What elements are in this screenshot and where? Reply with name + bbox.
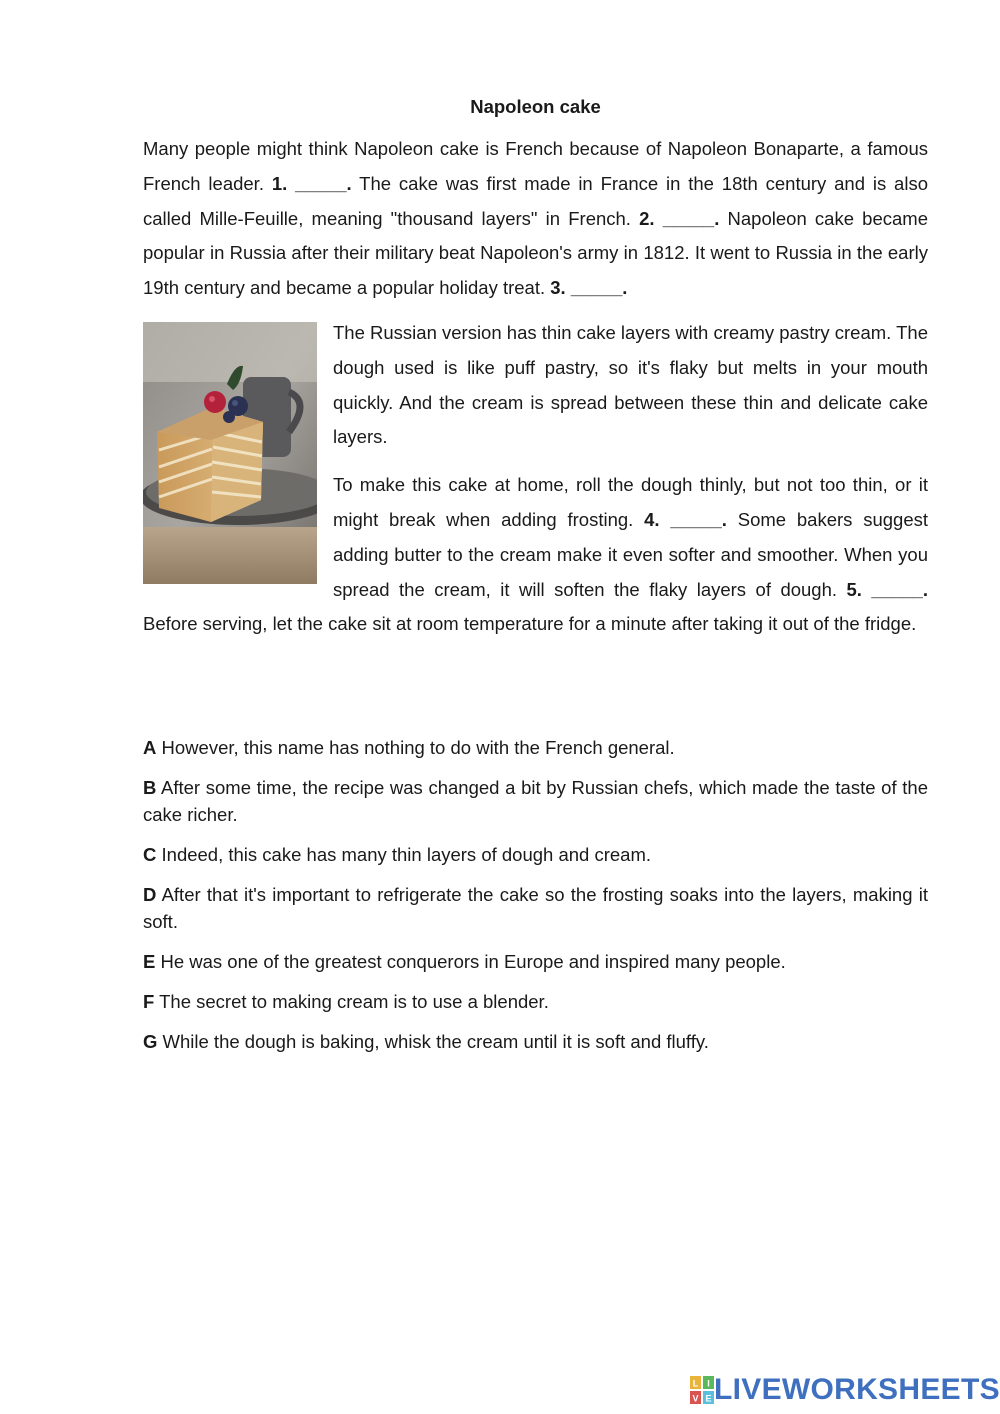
option-b xyxy=(143,774,928,828)
option-d xyxy=(143,881,928,935)
option-letter: C xyxy=(143,844,157,865)
paragraph-intro xyxy=(143,132,928,306)
badge-letter: E xyxy=(705,1393,712,1404)
option-f xyxy=(143,988,928,1015)
option-text: However, this name has nothing to do with the French general. xyxy=(156,737,675,758)
option-letter: F xyxy=(143,991,155,1012)
option-text: After that it's important to refrigerate the cake so the frosting soaks into the layers, making it soft. xyxy=(143,884,928,932)
paragraph-text: Before serving, let the cake sit at room temperature for a minute after taking it out of the fridge. xyxy=(143,613,917,635)
badge-letter: L xyxy=(692,1378,699,1389)
option-letter: E xyxy=(143,951,156,972)
gap-4[interactable]: 4. _____. xyxy=(644,508,727,530)
gap-2[interactable]: 2. _____. xyxy=(639,207,720,229)
paragraph-text: To make this cake at home, roll the dough thinly, but not too thin, or it might break when adding frosting. xyxy=(333,474,928,530)
napoleon-cake-photo xyxy=(143,322,317,584)
paragraph-text: Napoleon cake became popular in Russia after their military beat Napoleon's army in 1812. It went to Russia in the early 19th century and became a popular holiday treat. xyxy=(143,207,928,299)
option-e xyxy=(143,948,928,975)
badge-letter: I xyxy=(707,1378,710,1389)
paragraph-text: Some bakers suggest adding butter to the cream make it even softer and smoother. When you spread the cream, it will soften the flaky layers of dough. xyxy=(333,508,929,600)
gap-3[interactable]: 3. _____. xyxy=(550,277,628,299)
option-letter: A xyxy=(143,737,157,758)
option-text: The secret to making cream is to use a blender. xyxy=(154,991,549,1012)
option-g xyxy=(143,1028,928,1055)
option-letter: B xyxy=(143,777,157,798)
paragraph-russian-version: The Russian version has thin cake layers with creamy pastry cream. The dough used is like puff pastry, so it's flaky but melts in your mouth quickly. And the cream is spread between these thin and delicate cake layers. xyxy=(333,321,928,448)
option-text: After some time, the recipe was changed a bit by Russian chefs, which made the taste of the cake richer. xyxy=(143,777,928,825)
badge-letter: V xyxy=(692,1393,699,1404)
liveworksheets-logo[interactable] xyxy=(690,1372,1000,1408)
answer-options xyxy=(143,734,928,1068)
logo-text: LIVEWORKSHEETS xyxy=(714,1373,1000,1406)
worksheet-page xyxy=(143,94,928,642)
option-c xyxy=(143,841,928,868)
paragraph-text: Many people might think Napoleon cake is French because of Napoleon Bonaparte, a famous French leader. xyxy=(143,138,928,194)
paragraph-text: The cake was first made in France in the 18th century and is also called Mille-Feuille, meaning "thousand layers" in French. xyxy=(143,172,928,229)
option-text: While the dough is baking, whisk the cream until it is soft and fluffy. xyxy=(157,1031,709,1052)
option-text: He was one of the greatest conquerors in Europe and inspired many people. xyxy=(155,951,786,972)
option-text: Indeed, this cake has many thin layers of dough and cream. xyxy=(156,844,652,865)
gap-1[interactable]: 1. _____. xyxy=(271,172,352,194)
gap-5[interactable]: 5. _____. xyxy=(846,578,928,600)
liveworksheets-badge-icon xyxy=(690,1376,714,1404)
option-letter: G xyxy=(143,1031,158,1052)
option-a xyxy=(143,734,928,761)
page-title: Napoleon cake xyxy=(470,96,601,117)
option-letter: D xyxy=(143,884,157,905)
